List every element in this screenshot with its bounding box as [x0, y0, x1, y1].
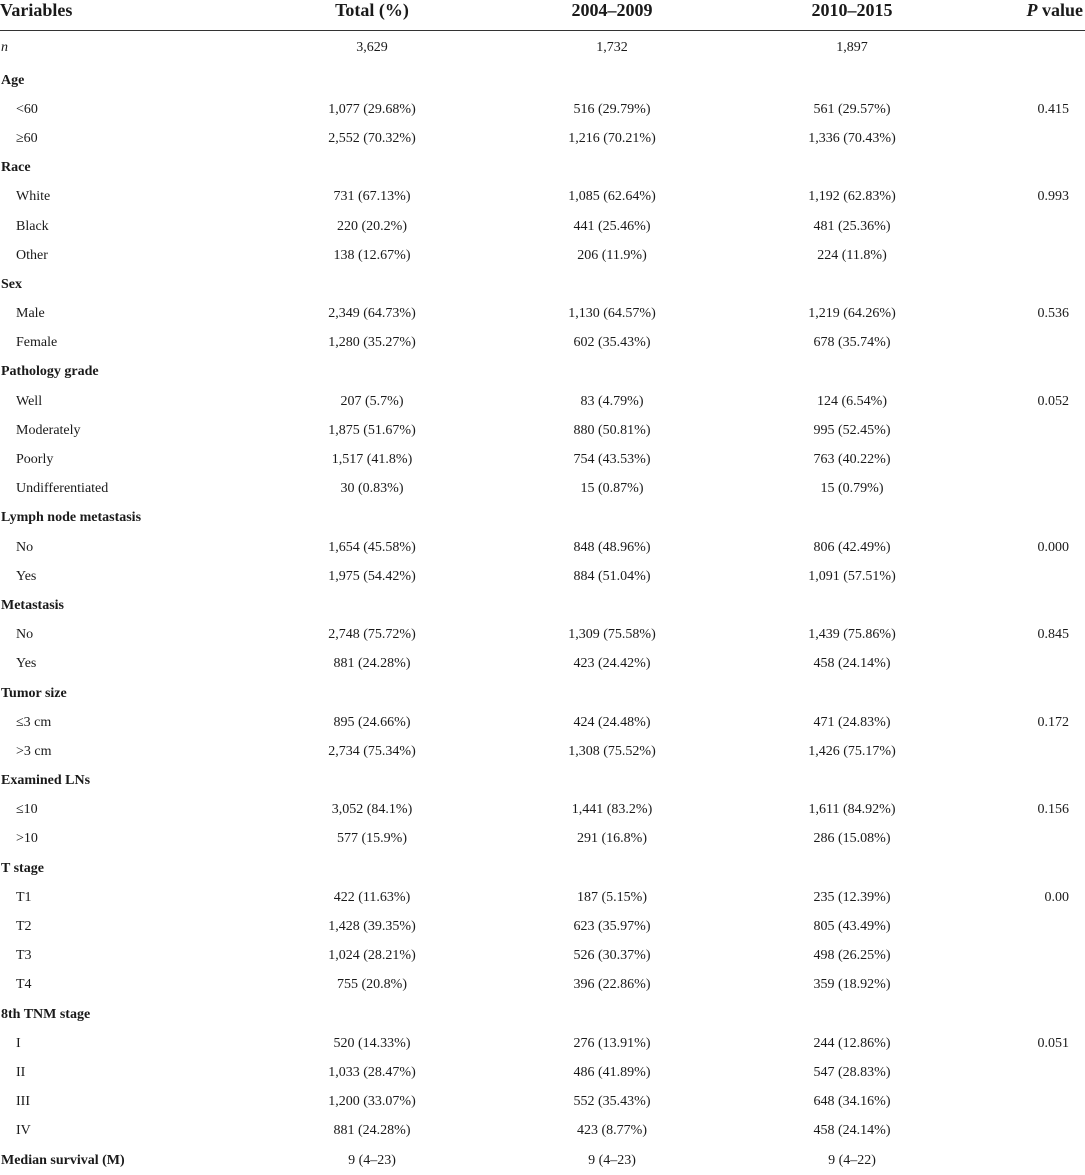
cell-total: 1,654 (45.58%) — [328, 539, 416, 555]
cell-2004-2009 — [492, 504, 732, 533]
cell-2004-2009: 623 (35.97%) — [573, 919, 651, 935]
cell-2010-2015: 547 (28.83%) — [813, 1064, 891, 1080]
row-label: Female — [16, 335, 58, 351]
header-total: Total (%) — [252, 0, 492, 30]
cell-total: 881 (24.28%) — [333, 1123, 411, 1139]
table-row — [0, 737, 1085, 766]
category-row — [0, 1146, 1085, 1175]
cell-2010-2015 — [732, 854, 972, 883]
cell-total: 1,428 (39.35%) — [328, 919, 416, 935]
cell-2010-2015 — [732, 767, 972, 796]
table-row — [0, 1088, 1085, 1117]
cell-p-value — [972, 416, 1085, 445]
cell-total: 1,517 (41.8%) — [331, 452, 413, 468]
cell-2010-2015 — [732, 66, 972, 95]
cell-2010-2015 — [732, 358, 972, 387]
cell-2004-2009: 602 (35.43%) — [573, 335, 651, 351]
table-row — [0, 300, 1085, 329]
row-label: I — [16, 1035, 21, 1051]
cell-2010-2015: 224 (11.8%) — [817, 247, 887, 263]
row-label: ≤3 cm — [16, 714, 52, 730]
cell-2010-2015: 1,192 (62.83%) — [808, 189, 896, 205]
header-row — [0, 0, 1085, 30]
cell-p-value — [972, 679, 1085, 708]
cell-2010-2015 — [732, 679, 972, 708]
table-row — [0, 1058, 1085, 1087]
cell-2010-2015 — [732, 154, 972, 183]
row-label: T stage — [1, 860, 44, 876]
cell-p-value — [972, 1058, 1085, 1087]
table-row — [0, 562, 1085, 591]
cell-2010-2015: 286 (15.08%) — [813, 831, 891, 847]
row-label: Race — [1, 160, 31, 176]
cell-p-value: 0.00 — [1044, 889, 1069, 905]
row-label: Age — [1, 72, 25, 88]
cell-2004-2009 — [492, 679, 732, 708]
cell-total — [252, 358, 492, 387]
cell-2010-2015 — [732, 270, 972, 299]
cell-2004-2009 — [492, 358, 732, 387]
category-row — [0, 270, 1085, 299]
row-label: Moderately — [16, 422, 81, 438]
cell-2004-2009 — [492, 66, 732, 95]
cell-2010-2015: 9 (4–22) — [828, 1152, 876, 1168]
cell-2004-2009: 848 (48.96%) — [573, 539, 651, 555]
cell-total: 577 (15.9%) — [337, 831, 407, 847]
category-row — [0, 591, 1085, 620]
cell-p-value: 0.536 — [1037, 306, 1069, 322]
table-row — [0, 183, 1085, 212]
cell-2004-2009 — [492, 270, 732, 299]
table-row — [0, 1029, 1085, 1058]
row-label: Lymph node metastasis — [1, 510, 142, 526]
cell-2010-2015: 244 (12.86%) — [813, 1035, 891, 1051]
row-label: T2 — [16, 919, 32, 935]
cell-p-value: 0.052 — [1037, 393, 1069, 409]
cell-p-value — [972, 825, 1085, 854]
cell-2010-2015: 1,336 (70.43%) — [808, 130, 896, 146]
cell-2004-2009: 423 (24.42%) — [573, 656, 651, 672]
cell-p-value: 0.000 — [1037, 539, 1069, 555]
row-label: No — [16, 627, 34, 643]
cell-total: 895 (24.66%) — [333, 714, 411, 730]
table-row — [0, 241, 1085, 270]
cell-2010-2015: 498 (26.25%) — [813, 948, 891, 964]
cell-total: 1,077 (29.68%) — [328, 101, 416, 117]
cell-total: 755 (20.8%) — [337, 977, 407, 993]
cell-2004-2009: 516 (29.79%) — [573, 101, 651, 117]
cell-2010-2015: 15 (0.79%) — [820, 481, 884, 497]
cell-2004-2009: 526 (30.37%) — [573, 948, 651, 964]
cell-p-value — [972, 30, 1085, 66]
cell-2004-2009 — [492, 591, 732, 620]
cell-total: 520 (14.33%) — [333, 1035, 411, 1051]
table-row — [0, 912, 1085, 941]
cell-total: 1,033 (28.47%) — [328, 1064, 416, 1080]
category-row — [0, 1000, 1085, 1029]
cell-2010-2015: 124 (6.54%) — [817, 393, 887, 409]
cell-2004-2009 — [492, 1000, 732, 1029]
cell-2010-2015: 458 (24.14%) — [813, 1123, 891, 1139]
cell-2010-2015: 458 (24.14%) — [813, 656, 891, 672]
cell-total: 2,552 (70.32%) — [328, 130, 416, 146]
cell-p-value — [972, 241, 1085, 270]
cell-2010-2015: 471 (24.83%) — [813, 714, 891, 730]
table-row — [0, 445, 1085, 474]
cell-p-value — [972, 475, 1085, 504]
cell-total: 3,052 (84.1%) — [331, 802, 413, 818]
cell-total — [252, 1000, 492, 1029]
cell-2004-2009: 396 (22.86%) — [573, 977, 651, 993]
cell-p-value — [972, 854, 1085, 883]
cell-2010-2015 — [732, 591, 972, 620]
cell-2004-2009: 1,309 (75.58%) — [568, 627, 656, 643]
table-row — [0, 825, 1085, 854]
cell-2010-2015: 805 (43.49%) — [813, 919, 891, 935]
row-label: T3 — [16, 948, 32, 964]
cell-p-value — [972, 912, 1085, 941]
category-row — [0, 66, 1085, 95]
cell-p-value — [972, 66, 1085, 95]
cell-2004-2009: 423 (8.77%) — [577, 1123, 647, 1139]
cell-p-value — [972, 1117, 1085, 1146]
cell-p-value — [972, 971, 1085, 1000]
category-row — [0, 767, 1085, 796]
row-label: ≥60 — [16, 130, 38, 146]
cell-total — [252, 854, 492, 883]
cell-2004-2009: 754 (43.53%) — [573, 452, 651, 468]
cell-2010-2015: 1,611 (84.92%) — [808, 802, 896, 818]
header-variables: Variables — [0, 0, 252, 30]
cell-p-value — [972, 1088, 1085, 1117]
row-label: Yes — [16, 568, 37, 584]
cell-p-value — [972, 270, 1085, 299]
table-row — [0, 883, 1085, 912]
row-label: Examined LNs — [1, 773, 91, 789]
cell-total: 2,734 (75.34%) — [328, 743, 416, 759]
row-label: ≤10 — [16, 802, 38, 818]
table-row — [0, 329, 1085, 358]
cell-2010-2015: 995 (52.45%) — [813, 422, 891, 438]
cell-total — [252, 504, 492, 533]
cell-total: 9 (4–23) — [348, 1152, 396, 1168]
cell-total: 2,748 (75.72%) — [328, 627, 416, 643]
cell-total: 3,629 — [356, 40, 388, 56]
table-row — [0, 533, 1085, 562]
cell-2010-2015: 763 (40.22%) — [813, 452, 891, 468]
table-row — [0, 387, 1085, 416]
cell-total: 220 (20.2%) — [337, 218, 407, 234]
table-row — [0, 942, 1085, 971]
table-row — [0, 621, 1085, 650]
cell-2004-2009: 291 (16.8%) — [577, 831, 647, 847]
row-label: Yes — [16, 656, 37, 672]
row-label: IV — [16, 1123, 31, 1139]
table-row — [0, 212, 1085, 241]
cell-2004-2009: 1,441 (83.2%) — [571, 802, 653, 818]
row-label: 8th TNM stage — [1, 1006, 91, 1022]
cell-p-value: 0.051 — [1037, 1035, 1069, 1051]
row-label: Pathology grade — [1, 364, 99, 380]
table-row — [0, 650, 1085, 679]
cell-2004-2009: 1,216 (70.21%) — [568, 130, 656, 146]
cell-p-value: 0.172 — [1037, 714, 1069, 730]
cell-total — [252, 270, 492, 299]
row-label: No — [16, 539, 34, 555]
cell-p-value — [972, 212, 1085, 241]
table-row — [0, 95, 1085, 124]
header-2004-2009: 2004–2009 — [492, 0, 732, 30]
cell-total — [252, 66, 492, 95]
row-label: Male — [16, 306, 45, 322]
cell-2010-2015: 648 (34.16%) — [813, 1094, 891, 1110]
header-2010-2015: 2010–2015 — [732, 0, 972, 30]
cell-p-value — [972, 767, 1085, 796]
row-label: Metastasis — [1, 597, 64, 613]
cell-total — [252, 767, 492, 796]
cell-total — [252, 679, 492, 708]
cell-p-value — [972, 1146, 1085, 1175]
cell-2004-2009: 880 (50.81%) — [573, 422, 651, 438]
cell-2004-2009: 187 (5.15%) — [577, 889, 647, 905]
cell-2010-2015: 678 (35.74%) — [813, 335, 891, 351]
row-label: Sex — [1, 276, 22, 292]
row-label: Tumor size — [1, 685, 67, 701]
table-body — [0, 30, 1085, 1175]
category-row — [0, 154, 1085, 183]
header-p-value — [972, 0, 1085, 30]
row-label: Undifferentiated — [16, 481, 109, 497]
table-row — [0, 708, 1085, 737]
cell-p-value: 0.415 — [1037, 101, 1069, 117]
cell-2004-2009: 552 (35.43%) — [573, 1094, 651, 1110]
cell-2010-2015: 481 (25.36%) — [813, 218, 891, 234]
table-row — [0, 1117, 1085, 1146]
cell-2010-2015: 1,426 (75.17%) — [808, 743, 896, 759]
cell-p-value — [972, 504, 1085, 533]
row-label: White — [16, 189, 51, 205]
cell-2004-2009 — [492, 854, 732, 883]
cell-2010-2015: 235 (12.39%) — [813, 889, 891, 905]
cell-2010-2015 — [732, 504, 972, 533]
cell-p-value — [972, 124, 1085, 153]
cell-2010-2015: 1,219 (64.26%) — [808, 306, 896, 322]
cell-p-value — [972, 591, 1085, 620]
cell-total: 1,875 (51.67%) — [328, 422, 416, 438]
cell-total: 1,024 (28.21%) — [328, 948, 416, 964]
cell-2004-2009: 1,308 (75.52%) — [568, 743, 656, 759]
cell-2004-2009: 486 (41.89%) — [573, 1064, 651, 1080]
row-label: III — [16, 1094, 30, 1110]
cell-total — [252, 154, 492, 183]
cell-total: 422 (11.63%) — [333, 889, 411, 905]
cell-p-value — [972, 1000, 1085, 1029]
row-label: <60 — [16, 101, 38, 117]
cell-total: 30 (0.83%) — [340, 481, 404, 497]
table-row — [0, 124, 1085, 153]
cell-p-value — [972, 650, 1085, 679]
cell-2004-2009: 441 (25.46%) — [573, 218, 651, 234]
cell-p-value — [972, 358, 1085, 387]
header-p-word: value — [1037, 0, 1083, 20]
cell-total: 1,280 (35.27%) — [328, 335, 416, 351]
category-row — [0, 358, 1085, 387]
row-label: Other — [16, 247, 48, 263]
cell-total: 1,975 (54.42%) — [328, 568, 416, 584]
cell-2004-2009: 9 (4–23) — [588, 1152, 636, 1168]
cell-p-value: 0.993 — [1037, 189, 1069, 205]
category-row — [0, 504, 1085, 533]
cell-2010-2015: 1,439 (75.86%) — [808, 627, 896, 643]
row-label: Black — [16, 218, 49, 234]
table-row — [0, 475, 1085, 504]
cell-2004-2009: 83 (4.79%) — [580, 393, 644, 409]
table-row — [0, 971, 1085, 1000]
cell-2004-2009: 1,130 (64.57%) — [568, 306, 656, 322]
cell-2010-2015 — [732, 1000, 972, 1029]
table-row — [0, 796, 1085, 825]
cell-p-value — [972, 329, 1085, 358]
row-label: n — [1, 40, 8, 56]
cell-2004-2009: 15 (0.87%) — [580, 481, 644, 497]
cell-p-value: 0.845 — [1037, 627, 1069, 643]
cell-2010-2015: 1,091 (57.51%) — [808, 568, 896, 584]
row-label: II — [16, 1064, 26, 1080]
row-label: Median survival (M) — [1, 1152, 125, 1168]
cell-2010-2015: 1,897 — [836, 40, 868, 56]
cell-2010-2015: 561 (29.57%) — [813, 101, 891, 117]
cell-total: 138 (12.67%) — [333, 247, 411, 263]
row-label: T4 — [16, 977, 32, 993]
cell-total — [252, 591, 492, 620]
cell-2010-2015: 806 (42.49%) — [813, 539, 891, 555]
row-label: Poorly — [16, 452, 54, 468]
row-label: T1 — [16, 889, 32, 905]
row-label: >3 cm — [16, 743, 52, 759]
cell-p-value — [972, 154, 1085, 183]
cell-2004-2009: 884 (51.04%) — [573, 568, 651, 584]
cell-2004-2009: 206 (11.9%) — [577, 247, 647, 263]
cell-2004-2009: 1,732 — [596, 40, 628, 56]
cell-p-value — [972, 942, 1085, 971]
cell-p-value — [972, 737, 1085, 766]
table-row — [0, 416, 1085, 445]
cell-total: 207 (5.7%) — [340, 393, 404, 409]
cell-total: 2,349 (64.73%) — [328, 306, 416, 322]
category-row — [0, 679, 1085, 708]
cell-2004-2009: 276 (13.91%) — [573, 1035, 651, 1051]
header-p-letter: P — [1026, 0, 1038, 20]
table-row — [0, 30, 1085, 66]
row-label: Well — [16, 393, 43, 409]
cell-2004-2009: 1,085 (62.64%) — [568, 189, 656, 205]
cell-p-value — [972, 445, 1085, 474]
cell-2004-2009: 424 (24.48%) — [573, 714, 651, 730]
cell-p-value — [972, 562, 1085, 591]
cell-2004-2009 — [492, 154, 732, 183]
category-row — [0, 854, 1085, 883]
cell-total: 1,200 (33.07%) — [328, 1094, 416, 1110]
cell-2004-2009 — [492, 767, 732, 796]
cell-total: 881 (24.28%) — [333, 656, 411, 672]
cell-p-value: 0.156 — [1037, 802, 1069, 818]
cell-total: 731 (67.13%) — [333, 189, 411, 205]
cell-2010-2015: 359 (18.92%) — [813, 977, 891, 993]
row-label: >10 — [16, 831, 38, 847]
